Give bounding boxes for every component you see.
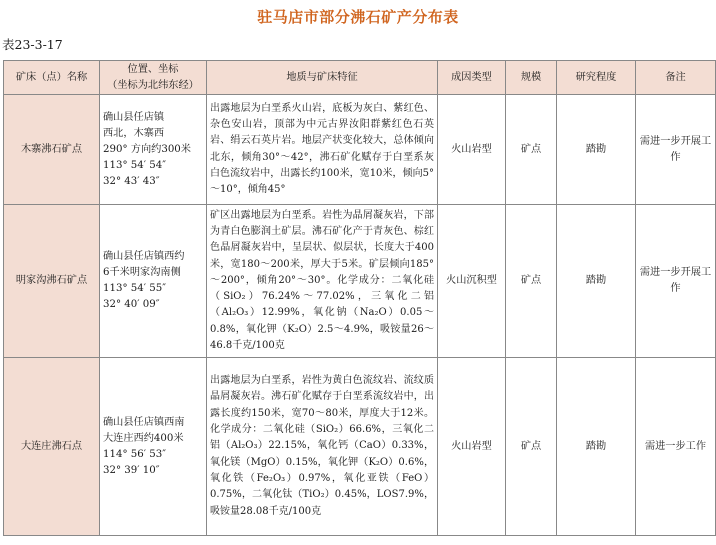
location-line: 290° 方向约300米 <box>103 143 191 155</box>
location-line: 确山县任店镇 <box>103 111 165 123</box>
genesis-type: 火山岩型 <box>438 95 506 205</box>
location-line: 113° 54′ 54″ <box>103 159 167 171</box>
location-line: 114° 56′ 53″ <box>103 448 167 460</box>
deposit-name: 明家沟沸石矿点 <box>4 205 100 358</box>
research-level: 踏勘 <box>557 205 636 358</box>
deposit-location <box>100 95 207 205</box>
location-line: 32° 40′ 09″ <box>103 299 160 310</box>
remarks: 需进一步开展工作 <box>636 95 716 205</box>
table-number: 表23-3-17 <box>2 37 63 52</box>
deposit-location <box>100 358 207 536</box>
deposit-name: 大连庄沸石点 <box>4 358 100 536</box>
table-row <box>4 205 716 358</box>
table-row <box>4 95 716 205</box>
geology-description: 出露地层为白垩系火山岩，底板为灰白、紫红色、杂色安山岩，顶部为中元古界汝阳群紫红色石英岩、绢云石英片岩。地层产状变化较大，总体倾向北东，倾角30°～42°，沸石矿化赋存于白垩系灰白色流纹岩中，出露长约100米，宽10米，倾向5°～10°，倾角45° <box>207 95 438 205</box>
location-line: 西北，木寨西 <box>103 127 165 139</box>
location-line: 确山县任店镇西南 <box>103 416 185 428</box>
table-title: 驻马店市部分沸石矿产分布表 <box>257 8 459 26</box>
research-level: 踏勘 <box>557 358 636 536</box>
location-line: 32° 39′ 10″ <box>103 464 160 476</box>
research-level: 踏勘 <box>557 95 636 205</box>
remarks: 需进一步开展工作 <box>636 205 716 358</box>
header-remarks: 备注 <box>636 61 716 95</box>
header-genesis: 成因类型 <box>438 61 506 95</box>
geology-description: 出露地层为白垩系，岩性为黄白色流纹岩、流纹质晶屑凝灰岩。沸石矿化赋存于白垩系流纹岩中，出露长度约150米，宽70～80米，厚度大于12米。化学成分：二氧化硅（SiO₂）66.6%，三氧化二铝（Al₂O₃）22.15%，氧化钙（CaO）0.33%，氧化镁（MgO）0.15%，氧化钾（K₂O）0.6%，氧化铁（Fe₂O₃）0.97%，氧化亚铁（FeO）0.75%，二氧化钛（TiO₂）0.45%，LOS7.9%，吸铵量28.08千克/100克 <box>207 358 438 536</box>
zeolite-distribution-table <box>3 60 716 536</box>
header-location-label: 位置、坐标 <box>127 63 179 75</box>
geology-description: 矿区出露地层为白垩系。岩性为晶屑凝灰岩，下部为青白色膨润土矿层。沸石矿化产于青灰色、棕红色晶屑凝灰岩中，呈层状、似层状，长度大于400米，宽180～200米，厚大于5米。矿层倾向185°～200°，倾角20°～30°。化学成分：二氧化硅（SiO₂）76.24%～77.02%，三氧化二铝（Al₂O₃）12.99%，氧化钠（Na₂O）0.05～0.8%，氧化钾（K₂O）2.5～4.9%，吸铵量26～46.8千克/100克 <box>207 205 438 358</box>
location-line: 32° 43′ 43″ <box>103 175 160 187</box>
deposit-scale: 矿点 <box>506 358 557 536</box>
deposit-scale: 矿点 <box>506 95 557 205</box>
deposit-location <box>100 205 207 358</box>
remarks: 需进一步工作 <box>636 358 716 536</box>
location-line: 113° 54′ 55″ <box>103 283 167 294</box>
header-research: 研究程度 <box>557 61 636 95</box>
table-row <box>4 358 716 536</box>
header-location <box>100 61 207 95</box>
location-line: 确山县任店镇西约 <box>103 251 185 262</box>
header-location-sub: （坐标为北纬东经） <box>107 79 199 91</box>
header-geology: 地质与矿床特征 <box>207 61 438 95</box>
header-name: 矿床（点）名称 <box>4 61 100 95</box>
genesis-type: 火山沉积型 <box>438 205 506 358</box>
location-line: 6千米明家沟南侧 <box>103 267 181 278</box>
deposit-name: 木寨沸石矿点 <box>4 95 100 205</box>
table-header-row <box>4 61 716 95</box>
header-scale: 规模 <box>506 61 557 95</box>
location-line: 大连庄西约400米 <box>103 432 184 444</box>
deposit-scale: 矿点 <box>506 205 557 358</box>
genesis-type: 火山岩型 <box>438 358 506 536</box>
